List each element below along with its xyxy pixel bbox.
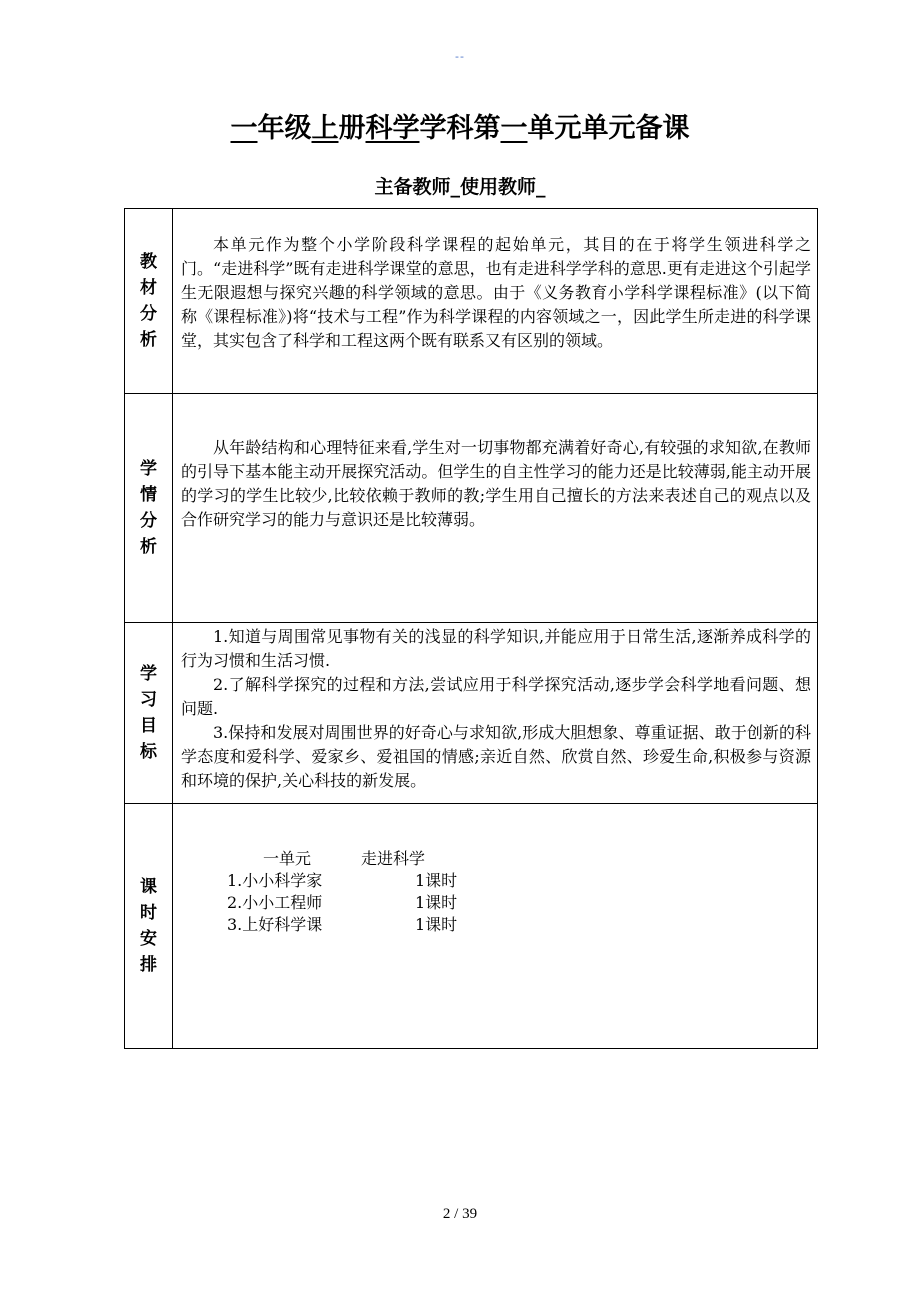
title-grade-number: 一 bbox=[230, 113, 258, 144]
title-unit-number: 一 bbox=[500, 113, 528, 144]
label-char: 学 bbox=[140, 664, 157, 684]
label-char: 安 bbox=[140, 929, 157, 949]
lesson-name: 2.小小工程师 bbox=[227, 893, 323, 912]
label-char: 习 bbox=[140, 690, 157, 710]
schedule bbox=[181, 804, 811, 936]
title-volume: 册 bbox=[338, 113, 366, 144]
goal-item: 2.了解科学探究的过程和方法,尝试应用于科学探究活动,逐步学会科学地看问题、想问题. bbox=[181, 675, 811, 718]
table-row bbox=[125, 804, 818, 1049]
lesson-row bbox=[181, 892, 811, 914]
row-content bbox=[173, 209, 818, 394]
label-char: 情 bbox=[140, 485, 157, 505]
lesson-row bbox=[181, 870, 811, 892]
goal-item: 1.知道与周围常见事物有关的浅显的科学知识,并能应用于日常生活,逐渐养成科学的行为习惯和生活习惯. bbox=[181, 627, 811, 670]
schedule-unit-row bbox=[181, 848, 811, 870]
unit-title: 走进科学 bbox=[361, 849, 426, 868]
row-content bbox=[173, 623, 818, 804]
lesson-hours: 1课时 bbox=[415, 871, 458, 890]
title-semester: 上 bbox=[311, 113, 339, 144]
row-content bbox=[173, 804, 818, 1049]
lesson-hours: 1课时 bbox=[415, 915, 458, 934]
label-char: 标 bbox=[140, 742, 157, 762]
row-label bbox=[125, 394, 173, 623]
title-grade: 年级 bbox=[257, 113, 312, 144]
lesson-row bbox=[181, 914, 811, 936]
row-label bbox=[125, 623, 173, 804]
label-char: 教 bbox=[140, 252, 157, 272]
lesson-plan-table bbox=[124, 208, 818, 1049]
label-char: 分 bbox=[140, 304, 157, 324]
label-char: 析 bbox=[140, 537, 157, 557]
row-label bbox=[125, 804, 173, 1049]
title-unit-suffix: 单元单元备课 bbox=[527, 113, 690, 144]
goal-item: 3.保持和发展对周围世界的好奇心与求知欲,形成大胆想象、尊重证据、敢于创新的科学态度和爱科学、爱家乡、爱祖国的情感;亲近自然、欣赏自然、珍爱生命,积极参与资源和环境的保护,关心科技的新发展。 bbox=[181, 723, 811, 790]
lesson-name: 3.上好科学课 bbox=[227, 915, 323, 934]
page-number: 2 / 39 bbox=[442, 1206, 478, 1222]
lesson-hours: 1课时 bbox=[415, 893, 458, 912]
label-char: 分 bbox=[140, 511, 157, 531]
label-char: 析 bbox=[140, 330, 157, 350]
unit-number: 一单元 bbox=[263, 849, 312, 868]
label-char: 时 bbox=[140, 903, 157, 923]
table-row bbox=[125, 209, 818, 394]
header-mark: -- bbox=[455, 50, 465, 63]
page-title bbox=[0, 106, 920, 145]
row-content bbox=[173, 394, 818, 623]
row-label bbox=[125, 209, 173, 394]
paragraph: 从年龄结构和心理特征来看,学生对一切事物都充满着好奇心,有较强的求知欲,在教师的引导下基本能主动开展探究活动。但学生的自主性学习的能力还是比较薄弱,能主动开展的学习的学生比较少,比较依赖于教师的教;学生用自己擅长的方法来表述自己的观点以及合作研究学习的能力与意识还是比较薄弱。 bbox=[181, 438, 811, 529]
label-char: 材 bbox=[140, 278, 157, 298]
table-row bbox=[125, 394, 818, 623]
label-char: 课 bbox=[140, 877, 157, 897]
teacher-line: 主备教师_使用教师_ bbox=[374, 176, 546, 198]
table-row bbox=[125, 623, 818, 804]
title-subject-suffix: 学科第 bbox=[419, 113, 501, 144]
label-char: 排 bbox=[140, 955, 157, 975]
lesson-name: 1.小小科学家 bbox=[227, 871, 323, 890]
paragraph: 本单元作为整个小学阶段科学课程的起始单元，其目的在于将学生领进科学之门。“走进科学”既有走进科学课堂的意思，也有走进科学学科的意思.更有走进这个引起学生无限遐想与探究兴趣的科学领域的意思。由于《义务教育小学科学课程标准》(以下简称《课程标准》)将“技术与工程”作为科学课程的内容领域之一，因此学生所走进的科学课堂，其实包含了科学和工程这两个既有联系又有区别的领域。 bbox=[181, 235, 811, 350]
label-char: 学 bbox=[140, 459, 157, 479]
label-char: 目 bbox=[140, 716, 157, 736]
title-subject: 科学 bbox=[365, 113, 420, 144]
